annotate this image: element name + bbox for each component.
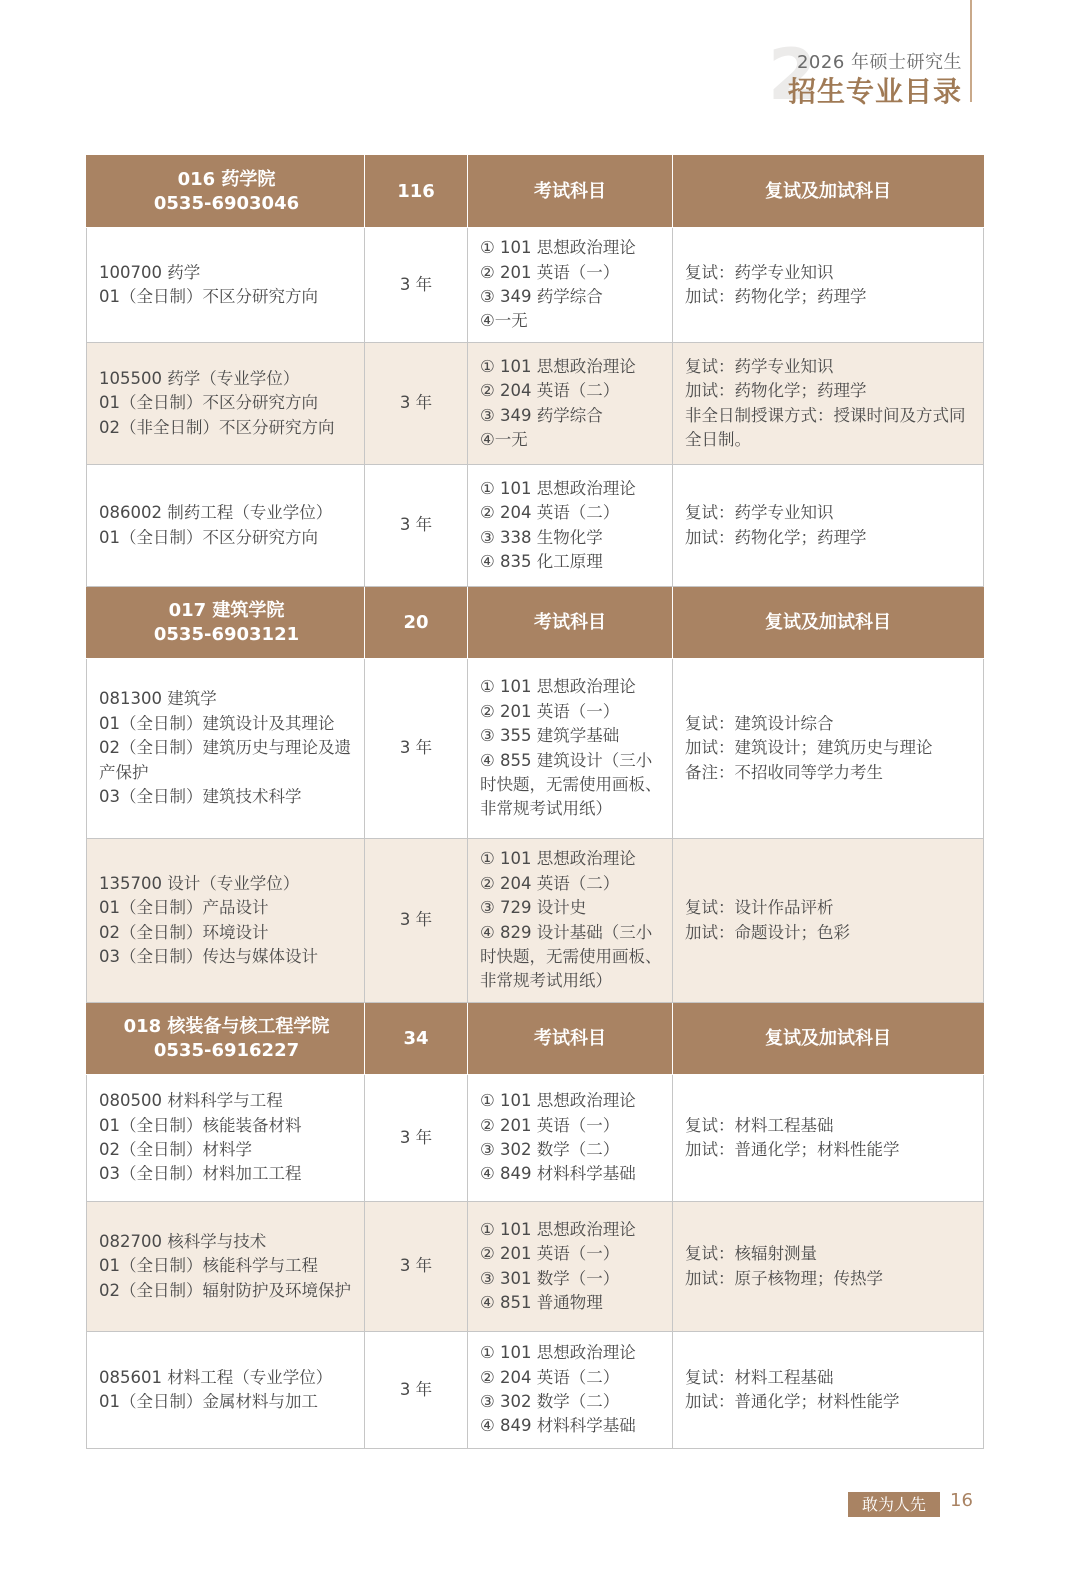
major-row — [87, 659, 984, 839]
exam-subjects-cell — [468, 1332, 673, 1449]
retest-line: 加试：药物化学；药理学 — [685, 381, 867, 401]
exam-subject-line: ④ 855 建筑设计（三小时快题，无需使用画板、非常规考试用纸） — [480, 750, 662, 819]
retest-subjects-cell — [673, 228, 984, 343]
college-phone: 0535-6903046 — [153, 192, 300, 214]
major-line: 01（全日制）核能科学与工程 — [99, 1256, 318, 1276]
retest-line: 非全日制授课方式：授课时间及方式同全日制。 — [685, 405, 966, 449]
header-year-line: 2026 年硕士研究生 — [796, 52, 962, 73]
exam-subjects-cell — [468, 659, 673, 839]
exam-subject-line: ② 204 英语（二） — [480, 1367, 620, 1387]
college-name-cell — [87, 1003, 365, 1075]
duration-cell: 3 年 — [365, 343, 468, 465]
exam-subjects-cell — [468, 228, 673, 343]
major-line: 01（全日制）金属材料与加工 — [99, 1392, 318, 1411]
major-line: 080500 材料科学与工程 — [99, 1091, 283, 1111]
exam-subject-line: ① 101 思想政治理论 — [480, 1219, 636, 1239]
exam-subject-line: ② 201 英语（一） — [480, 262, 620, 282]
exam-subject-line: ② 204 英语（二） — [480, 381, 620, 401]
retest-line: 备注：不招收同等学力考生 — [685, 762, 883, 782]
major-row — [87, 839, 984, 1003]
exam-subject-line: ③ 302 数学（二） — [480, 1140, 620, 1159]
retest-subjects-cell — [673, 659, 984, 839]
exam-subjects-header: 考试科目 — [468, 1003, 673, 1075]
exam-subject-line: ③ 338 生物化学 — [480, 527, 603, 547]
major-line: 03（全日制）传达与媒体设计 — [99, 946, 318, 966]
retest-subjects-header: 复试及加试科目 — [673, 156, 984, 228]
exam-subjects-cell — [468, 1075, 673, 1202]
major-line: 01（全日制）不区分研究方向 — [99, 287, 318, 306]
exam-subject-line: ④ 835 化工原理 — [480, 551, 603, 571]
enrollment-count: 116 — [365, 156, 468, 228]
exam-subject-line: ③ 729 设计史 — [480, 898, 587, 918]
major-line: 086002 制药工程（专业学位） — [99, 503, 333, 523]
college-phone: 0535-6903121 — [153, 623, 300, 645]
retest-line: 加试：原子核物理；传热学 — [685, 1268, 883, 1288]
major-line: 01（全日制）不区分研究方向 — [99, 527, 318, 547]
retest-subjects-cell — [673, 1202, 984, 1332]
enrollment-count: 34 — [365, 1003, 468, 1075]
retest-line: 加试：普通化学；材料性能学 — [685, 1140, 900, 1159]
retest-line: 复试：材料工程基础 — [685, 1367, 834, 1387]
college-header-row — [87, 1003, 984, 1075]
retest-subjects-cell — [673, 1075, 984, 1202]
major-cell — [87, 1332, 365, 1449]
major-line: 085601 材料工程（专业学位） — [99, 1367, 333, 1387]
retest-subjects-header: 复试及加试科目 — [673, 1003, 984, 1075]
major-cell — [87, 839, 365, 1003]
retest-line: 复试：材料工程基础 — [685, 1115, 834, 1135]
exam-subject-line: ① 101 思想政治理论 — [480, 238, 636, 258]
retest-subjects-cell — [673, 1332, 984, 1449]
header-divider-line — [970, 0, 972, 102]
major-line: 135700 设计（专业学位） — [99, 873, 300, 893]
major-row — [87, 1075, 984, 1202]
exam-subject-line: ① 101 思想政治理论 — [480, 1343, 636, 1363]
exam-subject-line: ④一无 — [480, 311, 528, 331]
exam-subject-line: ④一无 — [480, 429, 528, 449]
college-name: 017 建筑学院 — [168, 599, 285, 621]
exam-subject-line: ② 201 英语（一） — [480, 1244, 620, 1264]
exam-subject-line: ① 101 思想政治理论 — [480, 478, 636, 498]
exam-subject-line: ④ 849 材料科学基础 — [480, 1416, 636, 1436]
major-cell — [87, 1075, 365, 1202]
major-line: 100700 药学 — [99, 262, 201, 282]
exam-subject-line: ② 204 英语（二） — [480, 503, 620, 523]
exam-subjects-cell — [468, 465, 673, 587]
duration-cell: 3 年 — [365, 1202, 468, 1332]
major-row — [87, 343, 984, 465]
major-line: 081300 建筑学 — [99, 689, 217, 709]
exam-subject-line: ④ 851 普通物理 — [480, 1292, 603, 1312]
duration-cell: 3 年 — [365, 465, 468, 587]
exam-subject-line: ① 101 思想政治理论 — [480, 849, 636, 869]
major-line: 02（全日制）建筑历史与理论及遗产保护 — [99, 738, 351, 782]
major-line: 01（全日制）不区分研究方向 — [99, 393, 318, 413]
major-cell — [87, 465, 365, 587]
college-name: 016 药学院 — [177, 168, 276, 190]
major-cell — [87, 228, 365, 343]
page-number: 16 — [950, 1490, 973, 1511]
retest-line: 加试：药物化学；药理学 — [685, 287, 867, 306]
major-line: 03（全日制）材料加工工程 — [99, 1164, 302, 1184]
major-line: 105500 药学（专业学位） — [99, 368, 300, 388]
retest-subjects-cell — [673, 839, 984, 1003]
retest-line: 复试：建筑设计综合 — [685, 713, 834, 733]
major-line: 01（全日制）核能装备材料 — [99, 1115, 302, 1135]
retest-subjects-cell — [673, 465, 984, 587]
major-row — [87, 228, 984, 343]
retest-line: 复试：药学专业知识 — [685, 262, 834, 282]
retest-line: 加试：命题设计；色彩 — [685, 922, 850, 942]
exam-subject-line: ① 101 思想政治理论 — [480, 356, 636, 376]
exam-subject-line: ③ 302 数学（二） — [480, 1392, 620, 1411]
retest-line: 复试：核辐射测量 — [685, 1244, 817, 1264]
college-name-cell — [87, 587, 365, 659]
exam-subject-line: ① 101 思想政治理论 — [480, 677, 636, 697]
enrollment-count: 20 — [365, 587, 468, 659]
exam-subject-line: ② 201 英语（一） — [480, 701, 620, 721]
college-name-cell — [87, 156, 365, 228]
duration-cell: 3 年 — [365, 228, 468, 343]
exam-subjects-cell — [468, 343, 673, 465]
major-cell — [87, 659, 365, 839]
major-line: 02（全日制）材料学 — [99, 1140, 252, 1159]
retest-line: 加试：建筑设计；建筑历史与理论 — [685, 738, 933, 758]
major-row — [87, 1332, 984, 1449]
college-header-row — [87, 587, 984, 659]
exam-subjects-cell — [468, 839, 673, 1003]
exam-subject-line: ③ 349 药学综合 — [480, 287, 603, 306]
duration-cell: 3 年 — [365, 659, 468, 839]
college-phone: 0535-6916227 — [153, 1039, 300, 1061]
college-name: 018 核装备与核工程学院 — [123, 1015, 330, 1037]
major-row — [87, 1202, 984, 1332]
retest-subjects-header: 复试及加试科目 — [673, 587, 984, 659]
header-ghost-numeral: 2 — [768, 34, 817, 116]
major-line: 02（非全日制）不区分研究方向 — [99, 417, 335, 437]
major-line: 02（全日制）环境设计 — [99, 922, 269, 942]
exam-subject-line: ③ 355 建筑学基础 — [480, 726, 620, 746]
exam-subjects-header: 考试科目 — [468, 156, 673, 228]
footer-slogan-tag: 敢为人先 — [848, 1492, 940, 1517]
exam-subjects-header: 考试科目 — [468, 587, 673, 659]
major-line: 01（全日制）产品设计 — [99, 898, 269, 918]
retest-line: 复试：药学专业知识 — [685, 356, 834, 376]
major-line: 02（全日制）辐射防护及环境保护 — [99, 1280, 351, 1300]
exam-subject-line: ④ 829 设计基础（三小时快题，无需使用画板、非常规考试用纸） — [480, 922, 662, 991]
catalog-table — [86, 155, 984, 1449]
major-line: 03（全日制）建筑技术科学 — [99, 787, 302, 807]
exam-subject-line: ④ 849 材料科学基础 — [480, 1164, 636, 1184]
duration-cell: 3 年 — [365, 1075, 468, 1202]
major-cell — [87, 343, 365, 465]
exam-subject-line: ② 204 英语（二） — [480, 873, 620, 893]
exam-subjects-cell — [468, 1202, 673, 1332]
major-line: 082700 核科学与技术 — [99, 1231, 267, 1251]
exam-subject-line: ① 101 思想政治理论 — [480, 1091, 636, 1111]
header-title: 招生专业目录 — [787, 75, 962, 108]
exam-subject-line: ③ 301 数学（一） — [480, 1268, 620, 1288]
exam-subject-line: ③ 349 药学综合 — [480, 405, 603, 425]
major-cell — [87, 1202, 365, 1332]
major-line: 01（全日制）建筑设计及其理论 — [99, 713, 335, 733]
college-header-row — [87, 156, 984, 228]
retest-line: 加试：普通化学；材料性能学 — [685, 1392, 900, 1411]
retest-line: 加试：药物化学；药理学 — [685, 527, 867, 547]
duration-cell: 3 年 — [365, 839, 468, 1003]
retest-subjects-cell — [673, 343, 984, 465]
duration-cell: 3 年 — [365, 1332, 468, 1449]
major-row — [87, 465, 984, 587]
exam-subject-line: ② 201 英语（一） — [480, 1115, 620, 1135]
retest-line: 复试：设计作品评析 — [685, 898, 834, 918]
retest-line: 复试：药学专业知识 — [685, 503, 834, 523]
